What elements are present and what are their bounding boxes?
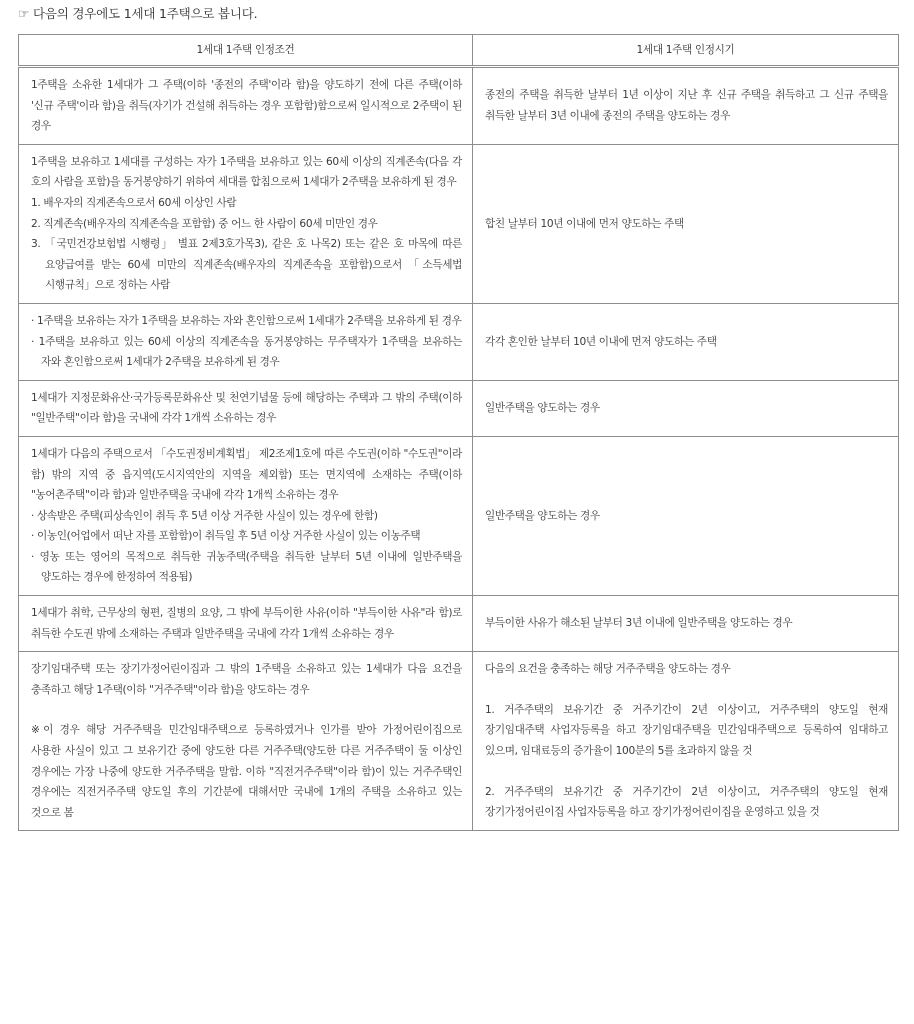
- table-row: [19, 144, 899, 303]
- condition-list-item: 1. 배우자의 직계존속으로서 60세 이상인 사람: [31, 196, 237, 209]
- pointing-hand-icon: ☞: [18, 6, 30, 21]
- condition-list-item: 2. 직계존속(배우자의 직계존속을 포함함) 중 어느 한 사람이 60세 미만인 경우: [31, 217, 378, 230]
- timing-cell: [473, 436, 899, 595]
- condition-cell: [19, 436, 473, 595]
- condition-text: 1세대가 취학, 근무상의 형편, 질병의 요양, 그 밖에 부득이한 사유(이하 "부득이한 사유"라 함)로 취득한 수도권 밖에 소재하는 주택과 일반주택을 국내에 각각 1개씩 소유하는 경우: [31, 607, 462, 640]
- table-row: [19, 596, 899, 652]
- condition-cell: [19, 652, 473, 831]
- timing-text: 일반주택을 양도하는 경우: [485, 402, 600, 415]
- timing-cell: [473, 144, 899, 303]
- condition-list-item: · 1주택을 보유하고 있는 60세 이상의 직계존속을 동거봉양하는 무주택자가 1주택을 보유하는 자와 혼인함으로써 1세대가 2주택을 보유하게 된 경우: [31, 335, 462, 369]
- timing-cell: [473, 303, 899, 380]
- condition-note: ※이 경우 해당 거주주택을 민간임대주택으로 등록하였거나 인가를 받아 가정어린이집으로 사용한 사실이 있고 그 보유기간 중에 양도한 다른 거주주택(양도한 다른 거주주택이 둘 이상인 경우에는 가장 나중에 양도한 거주주택을 말함. 이하 "직전거주주택"이라 함)이 있는 거주주택인 경우에는 직전거주주택 양도일 후의 기간분에 대해서만 국내에 1개의 주택을 소유하고 있는 것으로 봄: [31, 724, 462, 819]
- condition-text: 1세대가 지정문화유산·국가등록문화유산 및 천연기념물 등에 해당하는 주택과 그 밖의 주택(이하 "일반주택"이라 함)을 국내에 각각 1개씩 소유하는 경우: [31, 391, 462, 425]
- spacer: [485, 762, 888, 782]
- timing-list-item: 2. 거주주택의 보유기간 중 거주기간이 2년 이상이고, 거주주택의 양도일 현재 장기가정어린이집 사업자등록을 하고 장기가정어린이집을 운영하고 있을 것: [485, 785, 888, 819]
- condition-list-item: · 영농 또는 영어의 목적으로 취득한 귀농주택(주택을 취득한 날부터 5년 이내에 일반주택을 양도하는 경우에 한정하여 적용됨): [31, 550, 462, 584]
- condition-text: 1세대가 다음의 주택으로서 「수도권정비계획법」 제2조제1호에 따른 수도권(이하 "수도권"이라 함) 밖의 지역 중 읍지역(도시지역안의 지역을 제외함) 또는 면지역에 소재하는 주택(이하 "농어촌주택"이라 함)과 일반주택을 국내에 각각 1개씩 소유하는 경우: [31, 447, 462, 502]
- table-row: [19, 380, 899, 436]
- condition-cell: [19, 144, 473, 303]
- condition-cell: [19, 67, 473, 145]
- timing-cell: [473, 380, 899, 436]
- table-row: [19, 303, 899, 380]
- timing-text: 각각 혼인한 날부터 10년 이내에 먼저 양도하는 주택: [485, 335, 717, 348]
- header-timing: 1세대 1주택 인정시기: [473, 35, 899, 67]
- timing-list-item: 1. 거주주택의 보유기간 중 거주기간이 2년 이상이고, 거주주택의 양도일 현재 장기임대주택 사업자등록을 하고 장기임대주택을 민간임대주택으로 등록하여 임대하고 있으며, 임대료등의 증가율이 100분의 5를 초과하지 않을 것: [485, 703, 888, 758]
- condition-list-item: 3. 「국민건강보험법 시행령」 별표 2제3호가목3), 같은 호 나목2) 또는 같은 호 마목에 따른 요양급여를 받는 60세 미만의 직계존속(배우자의 직계존속을 포함함)으로서 「소득세법 시행규칙」으로 정하는 사람: [31, 238, 462, 292]
- intro-text: 다음의 경우에도 1세대 1주택으로 봅니다.: [33, 6, 258, 21]
- condition-text: 1주택을 소유한 1세대가 그 주택(이하 '종전의 주택'이라 함)을 양도하기 전에 다른 주택(이하 '신규 주택'이라 함)을 취득(자기가 건설해 취득하는 경우 포함함)함으로써 일시적으로 2주택이 된 경우: [31, 79, 462, 133]
- table-row: [19, 652, 899, 831]
- housing-rules-table: [18, 34, 899, 831]
- timing-cell: [473, 67, 899, 145]
- condition-cell: [19, 596, 473, 652]
- spacer: [31, 700, 462, 720]
- header-condition: 1세대 1주택 인정조건: [19, 35, 473, 67]
- timing-text: 종전의 주택을 취득한 날부터 1년 이상이 지난 후 신규 주택을 취득하고 그 신규 주택을 취득한 날부터 3년 이내에 종전의 주택을 양도하는 경우: [485, 89, 888, 122]
- spacer: [485, 680, 888, 700]
- timing-text: 부득이한 사유가 해소된 날부터 3년 이내에 일반주택을 양도하는 경우: [485, 617, 793, 630]
- table-header-row: [19, 35, 899, 67]
- timing-cell: [473, 596, 899, 652]
- timing-text: 일반주택을 양도하는 경우: [485, 509, 600, 522]
- condition-list-item: · 1주택을 보유하는 자가 1주택을 보유하는 자와 혼인함으로써 1세대가 2주택을 보유하게 된 경우: [31, 314, 462, 327]
- timing-text: 다음의 요건을 충족하는 해당 거주주택을 양도하는 경우: [485, 663, 731, 676]
- condition-list-item: · 이농인(어업에서 떠난 자를 포함함)이 취득일 후 5년 이상 거주한 사실이 있는 이농주택: [31, 530, 421, 543]
- condition-text: 장기임대주택 또는 장기가정어린이집과 그 밖의 1주택을 소유하고 있는 1세대가 다음 요건을 충족하고 해당 1주택(이하 "거주주택"이라 함)을 양도하는 경우: [31, 663, 462, 696]
- condition-list-item: · 상속받은 주택(피상속인이 취득 후 5년 이상 거주한 사실이 있는 경우에 한함): [31, 509, 378, 522]
- condition-cell: [19, 380, 473, 436]
- table-row: [19, 436, 899, 595]
- timing-text: 합친 날부터 10년 이내에 먼저 양도하는 주택: [485, 217, 684, 230]
- condition-cell: [19, 303, 473, 380]
- timing-cell: [473, 652, 899, 831]
- table-row: [19, 67, 899, 145]
- condition-text: 1주택을 보유하고 1세대를 구성하는 자가 1주택을 보유하고 있는 60세 이상의 직계존속(다음 각 호의 사람을 포함)을 동거봉양하기 위하여 세대를 합침으로써 1세대가 2주택을 보유하게 된 경우: [31, 155, 462, 189]
- intro-heading: [18, 4, 257, 22]
